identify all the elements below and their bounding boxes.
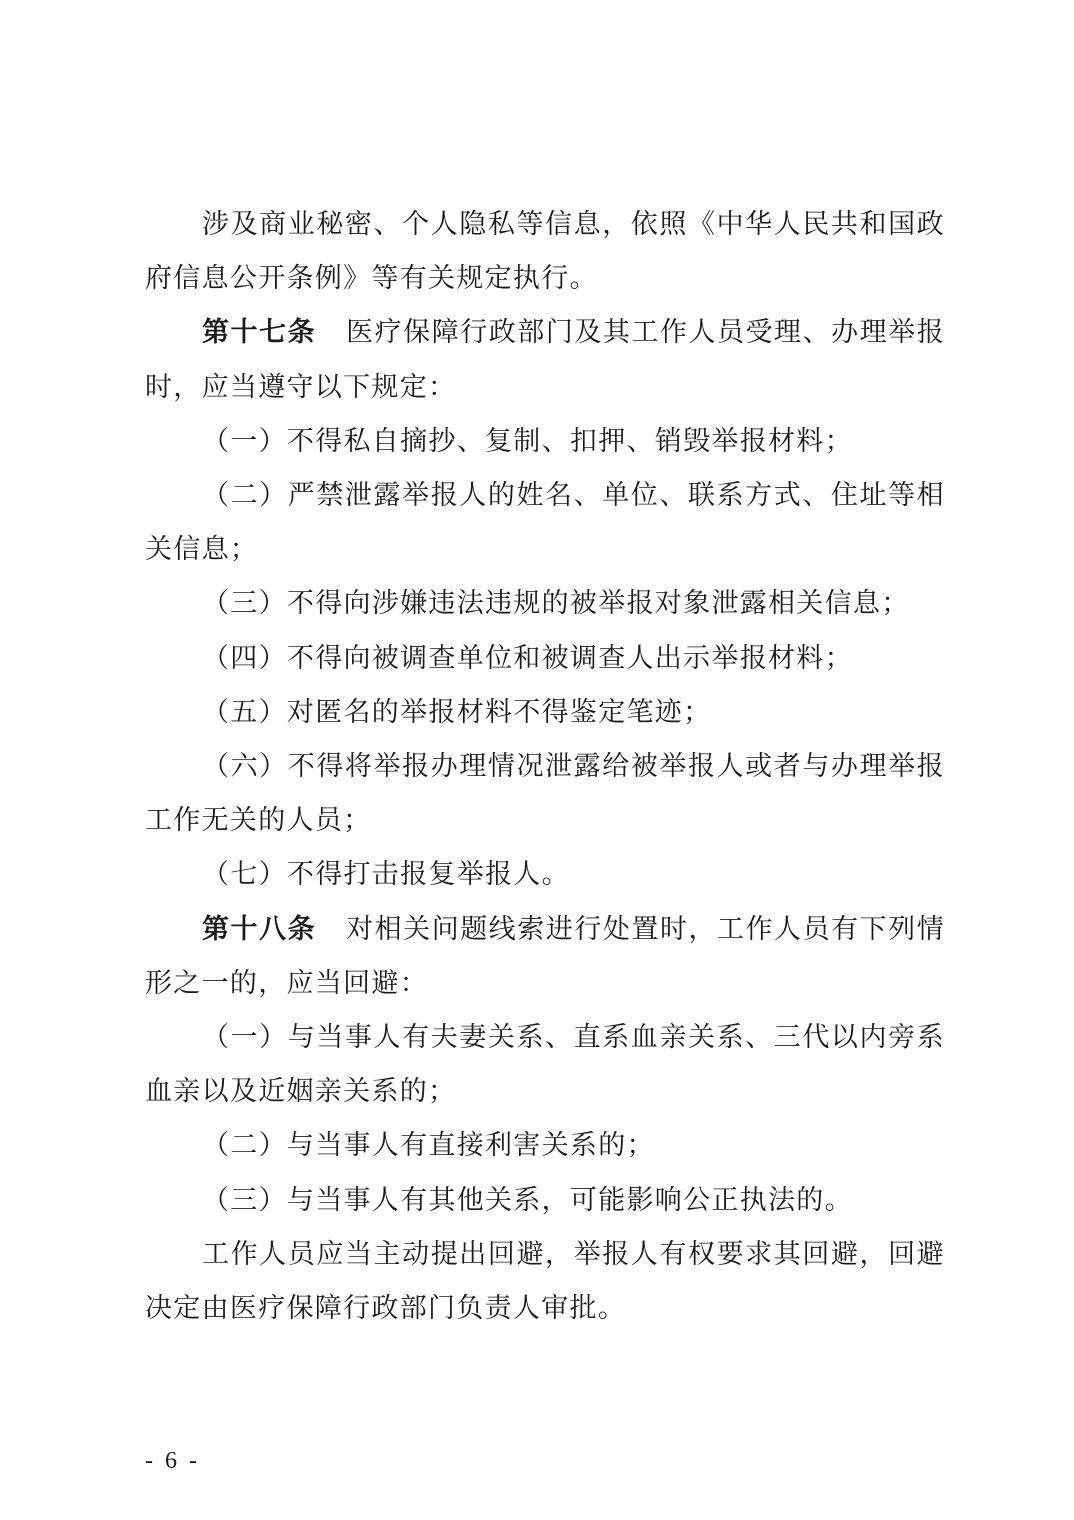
paragraph-text: 医疗保障行政部门及其工作人员受理、办理举报时，应当遵守以下规定： (145, 317, 945, 403)
list-item (145, 1119, 945, 1173)
list-item (145, 415, 945, 469)
paragraph-text: （二）严禁泄露举报人的姓名、单位、联系方式、住址等相关信息； (145, 480, 945, 566)
list-item (145, 632, 945, 686)
paragraph (145, 1228, 945, 1336)
paragraph-continuation (145, 198, 945, 306)
list-item (145, 577, 945, 631)
paragraph-text: （三）与当事人有其他关系，可能影响公正执法的。 (202, 1184, 853, 1216)
paragraph-text: （一）不得私自摘抄、复制、扣押、销毁举报材料； (202, 425, 853, 457)
paragraph-text: （七）不得打击报复举报人。 (202, 859, 570, 891)
list-item (145, 848, 945, 902)
paragraph-text: 涉及商业秘密、个人隐私等信息，依照《中华人民共和国政府信息公开条例》等有关规定执行。 (145, 209, 945, 295)
paragraph-text: （二）与当事人有直接利害关系的； (202, 1130, 655, 1162)
paragraph-text: （一）与当事人有夫妻关系、直系血亲关系、三代以内旁系血亲以及近姻亲关系的； (145, 1022, 945, 1108)
list-item (145, 686, 945, 740)
paragraph-text: （五）对匿名的举报材料不得鉴定笔迹； (202, 696, 712, 728)
list-item (145, 1174, 945, 1228)
article-heading: 第十七条 (202, 317, 317, 349)
list-item (145, 740, 945, 848)
paragraph-text: 对相关问题线索进行处置时，工作人员有下列情形之一的，应当回避： (145, 913, 945, 999)
page-number: - 6 - (145, 1448, 200, 1474)
document-body (145, 198, 945, 1336)
article-18-paragraph (145, 903, 945, 1011)
paragraph-text: （三）不得向涉嫌违法违规的被举报对象泄露相关信息； (202, 588, 910, 620)
list-item (145, 1011, 945, 1119)
paragraph-text: （六）不得将举报办理情况泄露给被举报人或者与办理举报工作无关的人员； (145, 751, 945, 837)
article-17-paragraph (145, 306, 945, 414)
paragraph-text: 工作人员应当主动提出回避，举报人有权要求其回避，回避决定由医疗保障行政部门负责人审批。 (145, 1238, 945, 1325)
list-item (145, 469, 945, 577)
article-heading: 第十八条 (202, 913, 317, 945)
paragraph-text: （四）不得向被调查单位和被调查人出示举报材料； (202, 642, 853, 674)
